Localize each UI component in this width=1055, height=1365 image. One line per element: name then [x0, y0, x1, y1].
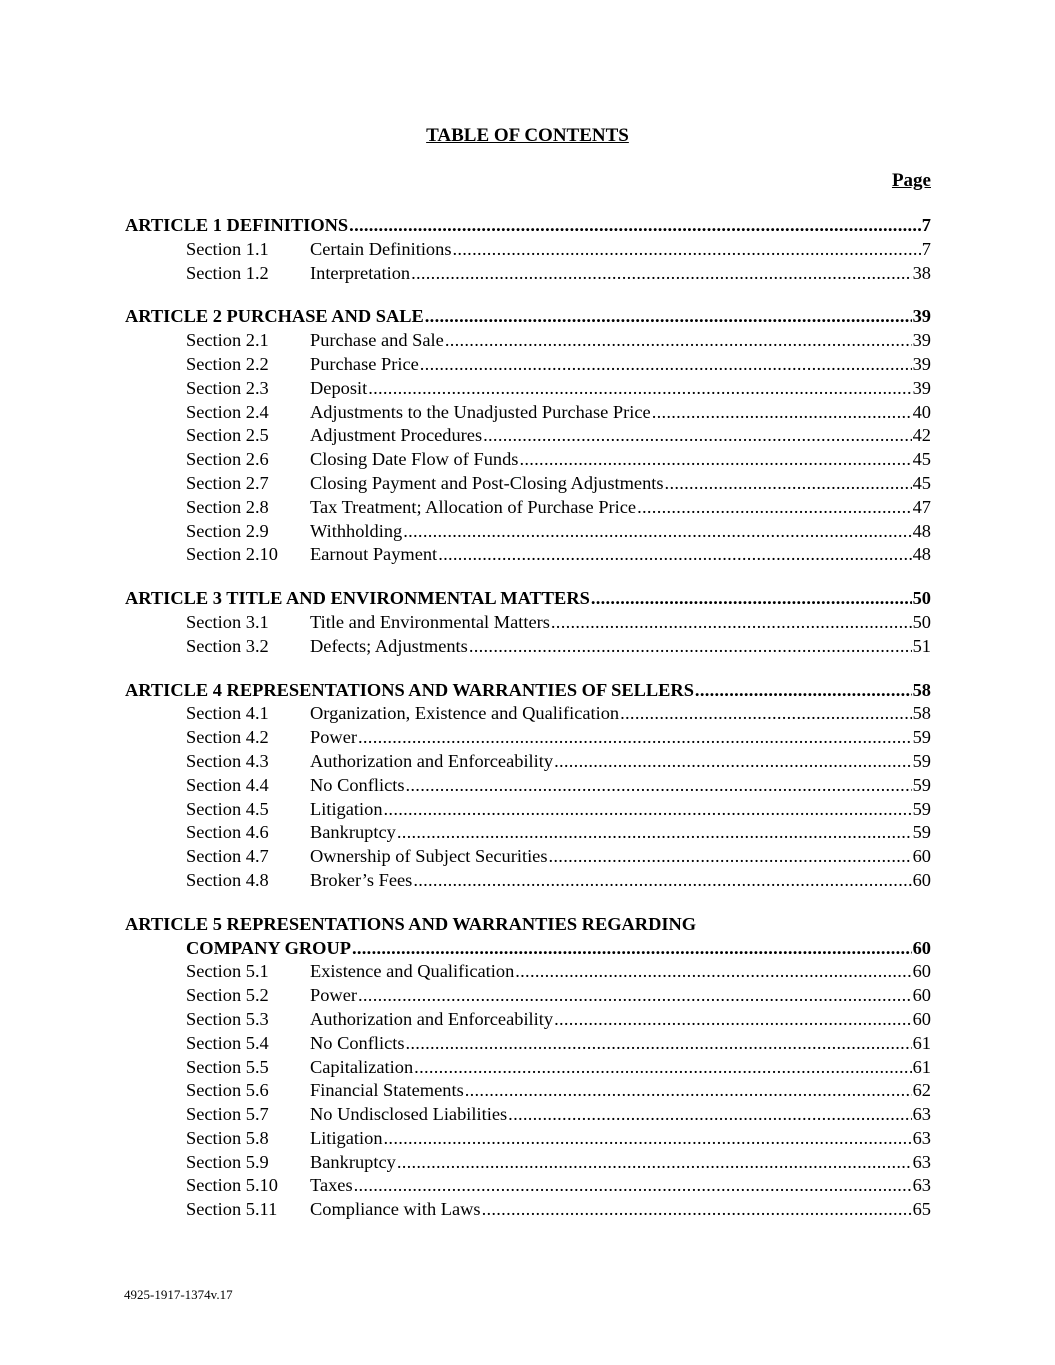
section-title: Financial Statements [310, 1080, 464, 1101]
section-number: Section 4.3 [186, 750, 269, 771]
dot-leader [420, 353, 912, 377]
page-number: 40 [912, 401, 931, 422]
dot-leader [554, 1008, 912, 1032]
dot-leader [445, 329, 912, 353]
section-number: Section 5.4 [186, 1032, 269, 1053]
section-title: Certain Definitions [310, 238, 452, 259]
page-number: 59 [912, 774, 931, 795]
dot-leader [403, 520, 911, 544]
toc-entry-section[interactable] [125, 1032, 931, 1056]
dot-leader [425, 305, 912, 329]
section-number: Section 5.1 [186, 961, 269, 982]
section-title: Interpretation [310, 262, 411, 283]
page-number: 50 [912, 588, 931, 609]
toc-entry-section[interactable] [125, 520, 931, 544]
section-number: Section 4.8 [186, 869, 269, 890]
page-number: 59 [912, 750, 931, 771]
section-title: Authorization and Enforceability [310, 750, 554, 771]
toc-heading: TABLE OF CONTENTS [426, 125, 629, 146]
toc-entry-section[interactable] [125, 750, 931, 774]
section-title: Withholding [310, 520, 403, 541]
page-number: 59 [912, 798, 931, 819]
section-number: Section 1.2 [186, 262, 269, 283]
page-number: 58 [912, 703, 931, 724]
section-number: Section 4.6 [186, 822, 269, 843]
toc-entry-section[interactable] [125, 1008, 931, 1032]
page-number: 39 [912, 330, 931, 351]
toc-entry-article[interactable] [125, 587, 931, 611]
article-title: ARTICLE 2 PURCHASE AND SALE [125, 306, 424, 327]
section-title: Adjustment Procedures [310, 425, 483, 446]
dot-leader [508, 1103, 911, 1127]
toc-entry-section[interactable] [125, 960, 931, 984]
toc-entry-section[interactable] [125, 774, 931, 798]
toc-entry-section[interactable] [125, 262, 931, 286]
dot-leader [411, 262, 912, 286]
toc-entry-article[interactable] [125, 679, 931, 703]
dot-leader [358, 726, 912, 750]
toc-entry-section[interactable] [125, 869, 931, 893]
section-title: Power [310, 727, 357, 748]
dot-leader [695, 679, 912, 703]
toc-entry-section[interactable] [125, 329, 931, 353]
toc-entry-section[interactable] [125, 1103, 931, 1127]
toc-entry-section[interactable] [125, 543, 931, 567]
page-number: 39 [912, 306, 931, 327]
section-title: Taxes [310, 1175, 353, 1196]
toc-list [125, 214, 931, 1242]
page-number: 62 [912, 1080, 931, 1101]
toc-entry-section[interactable] [125, 984, 931, 1008]
page-number: 50 [912, 611, 931, 632]
section-number: Section 5.10 [186, 1175, 278, 1196]
section-number: Section 5.8 [186, 1127, 269, 1148]
section-number: Section 5.7 [186, 1104, 269, 1125]
page-number: 61 [912, 1056, 931, 1077]
page-number: 63 [912, 1175, 931, 1196]
section-title: Tax Treatment; Allocation of Purchase Price [310, 496, 637, 517]
section-title: No Undisclosed Liabilities [310, 1104, 508, 1125]
page-number: 45 [912, 472, 931, 493]
section-title: Existence and Qualification [310, 961, 515, 982]
section-title: Capitalization [310, 1056, 414, 1077]
dot-leader [652, 401, 912, 425]
toc-entry-section[interactable] [125, 401, 931, 425]
page-number: 60 [912, 869, 931, 890]
dot-leader [469, 635, 912, 659]
section-title: Compliance with Laws [310, 1199, 481, 1220]
section-title: Authorization and Enforceability [310, 1008, 554, 1029]
dot-leader [352, 937, 912, 961]
page-number: 63 [912, 1104, 931, 1125]
toc-entry-section[interactable] [125, 424, 931, 448]
dot-leader [358, 984, 912, 1008]
toc-entry-section[interactable] [125, 702, 931, 726]
article-title: ARTICLE 3 TITLE AND ENVIRONMENTAL MATTERS [125, 588, 590, 609]
section-number: Section 4.1 [186, 703, 269, 724]
section-title: Organization, Existence and Qualification [310, 703, 620, 724]
dot-leader [482, 1198, 912, 1222]
page-number: 60 [912, 937, 931, 958]
article-4 [125, 679, 931, 893]
toc-entry-section[interactable] [125, 472, 931, 496]
page-number: 61 [912, 1032, 931, 1053]
article-3 [125, 587, 931, 658]
page-column-label: Page [891, 170, 931, 191]
page-number: 60 [912, 846, 931, 867]
section-title: Purchase and Sale [310, 330, 444, 351]
toc-entry-section[interactable] [125, 1198, 931, 1222]
page-number: 39 [912, 377, 931, 398]
section-title: Defects; Adjustments [310, 635, 468, 656]
toc-entry-section[interactable] [125, 496, 931, 520]
dot-leader [414, 1056, 911, 1080]
dot-leader [413, 869, 911, 893]
section-number: Section 4.5 [186, 798, 269, 819]
section-title: No Conflicts [310, 774, 405, 795]
section-number: Section 2.1 [186, 330, 269, 351]
toc-entry-section[interactable] [125, 1174, 931, 1198]
section-title: No Conflicts [310, 1032, 405, 1053]
section-number: Section 3.2 [186, 635, 269, 656]
dot-leader [620, 702, 911, 726]
section-number: Section 4.4 [186, 774, 269, 795]
article-title: ARTICLE 1 DEFINITIONS [125, 215, 349, 235]
section-number: Section 2.8 [186, 496, 269, 517]
dot-leader [406, 774, 912, 798]
section-number: Section 2.9 [186, 520, 269, 541]
section-number: Section 1.1 [186, 238, 269, 259]
page-number: 48 [912, 520, 931, 541]
section-number: Section 2.6 [186, 449, 269, 470]
section-title: Ownership of Subject Securities [310, 846, 548, 867]
section-number: Section 5.11 [186, 1199, 278, 1220]
section-number: Section 4.2 [186, 727, 269, 748]
dot-leader [354, 1174, 912, 1198]
section-number: Section 2.4 [186, 401, 269, 422]
toc-entry-section[interactable] [125, 798, 931, 822]
toc-entry-article[interactable] [125, 214, 931, 238]
section-number: Section 5.3 [186, 1008, 269, 1029]
toc-entry-section[interactable] [125, 1127, 931, 1151]
dot-leader [384, 798, 912, 822]
page-number: 39 [912, 353, 931, 374]
page-number: 7 [921, 238, 931, 259]
article-1 [125, 214, 931, 285]
dot-leader [349, 214, 921, 238]
section-number: Section 3.1 [186, 611, 269, 632]
section-title: Deposit [310, 377, 368, 398]
toc-entry-section[interactable] [125, 635, 931, 659]
dot-leader [438, 543, 911, 567]
section-number: Section 5.5 [186, 1056, 269, 1077]
toc-entry-section[interactable] [125, 821, 931, 845]
section-title: Purchase Price [310, 353, 419, 374]
toc-entry-article[interactable] [125, 305, 931, 329]
page-number: 48 [912, 544, 931, 565]
section-title: Power [310, 985, 357, 1006]
section-title: Litigation [310, 798, 383, 819]
page-number: 42 [912, 425, 931, 446]
page-number: 45 [912, 449, 931, 470]
section-title: Closing Date Flow of Funds [310, 449, 519, 470]
toc-entry-section[interactable] [125, 448, 931, 472]
section-number: Section 4.7 [186, 846, 269, 867]
page-number: 60 [912, 985, 931, 1006]
article-title: ARTICLE 5 REPRESENTATIONS AND WARRANTIES REGARDING [125, 913, 697, 934]
toc-entry-section[interactable] [125, 845, 931, 869]
section-title: Bankruptcy [310, 1151, 396, 1172]
dot-leader [554, 750, 912, 774]
dot-leader [551, 611, 912, 635]
dot-leader [465, 1079, 912, 1103]
section-title: Litigation [310, 1127, 383, 1148]
section-number: Section 2.10 [186, 544, 278, 565]
section-title: Title and Environmental Matters [310, 611, 550, 632]
toc-entry-section[interactable] [125, 611, 931, 635]
page-number: 7 [921, 215, 931, 235]
dot-leader [637, 496, 912, 520]
dot-leader [515, 960, 911, 984]
toc-entry-section[interactable] [125, 726, 931, 750]
page-number: 63 [912, 1127, 931, 1148]
dot-leader [368, 377, 911, 401]
article-2 [125, 305, 931, 567]
toc-entry-section[interactable] [125, 238, 931, 262]
article-5 [125, 913, 931, 1222]
article-title-continuation: COMPANY GROUP [186, 937, 351, 958]
dot-leader [406, 1032, 912, 1056]
section-number: Section 5.6 [186, 1080, 269, 1101]
dot-leader [591, 587, 912, 611]
section-number: Section 2.3 [186, 377, 269, 398]
section-title: Bankruptcy [310, 822, 396, 843]
page-number: 60 [912, 961, 931, 982]
page-number: 38 [912, 262, 931, 283]
toc-entry-section[interactable] [125, 1151, 931, 1175]
toc-entry-section[interactable] [125, 377, 931, 401]
toc-entry-section[interactable] [125, 1079, 931, 1103]
section-number: Section 5.9 [186, 1151, 269, 1172]
section-number: Section 5.2 [186, 985, 269, 1006]
dot-leader [397, 821, 912, 845]
toc-entry-section[interactable] [125, 353, 931, 377]
toc-entry-article-line1[interactable] [125, 913, 931, 937]
dot-leader [384, 1127, 912, 1151]
document-id-footer: 4925-1917-1374v.17 [124, 1287, 233, 1302]
section-title: Broker’s Fees [310, 869, 413, 890]
page-number: 58 [912, 679, 931, 700]
page-number: 65 [912, 1199, 931, 1220]
section-title: Adjustments to the Unadjusted Purchase Price [310, 401, 651, 422]
dot-leader [452, 238, 920, 262]
toc-entry-article-line2[interactable] [125, 937, 931, 961]
page-number: 51 [912, 635, 931, 656]
article-title: ARTICLE 4 REPRESENTATIONS AND WARRANTIES OF SELLERS [125, 679, 694, 700]
section-number: Section 2.2 [186, 353, 269, 374]
toc-entry-section[interactable] [125, 1056, 931, 1080]
section-title: Closing Payment and Post-Closing Adjustments [310, 472, 664, 493]
dot-leader [397, 1151, 912, 1175]
section-title: Earnout Payment [310, 544, 438, 565]
section-number: Section 2.5 [186, 425, 269, 446]
page-number: 59 [912, 822, 931, 843]
page-number: 63 [912, 1151, 931, 1172]
dot-leader [483, 424, 911, 448]
dot-leader [549, 845, 912, 869]
dot-leader [665, 472, 912, 496]
dot-leader [519, 448, 911, 472]
section-number: Section 2.7 [186, 472, 269, 493]
page-number: 60 [912, 1008, 931, 1029]
page-number: 59 [912, 727, 931, 748]
page-number: 47 [912, 496, 931, 517]
